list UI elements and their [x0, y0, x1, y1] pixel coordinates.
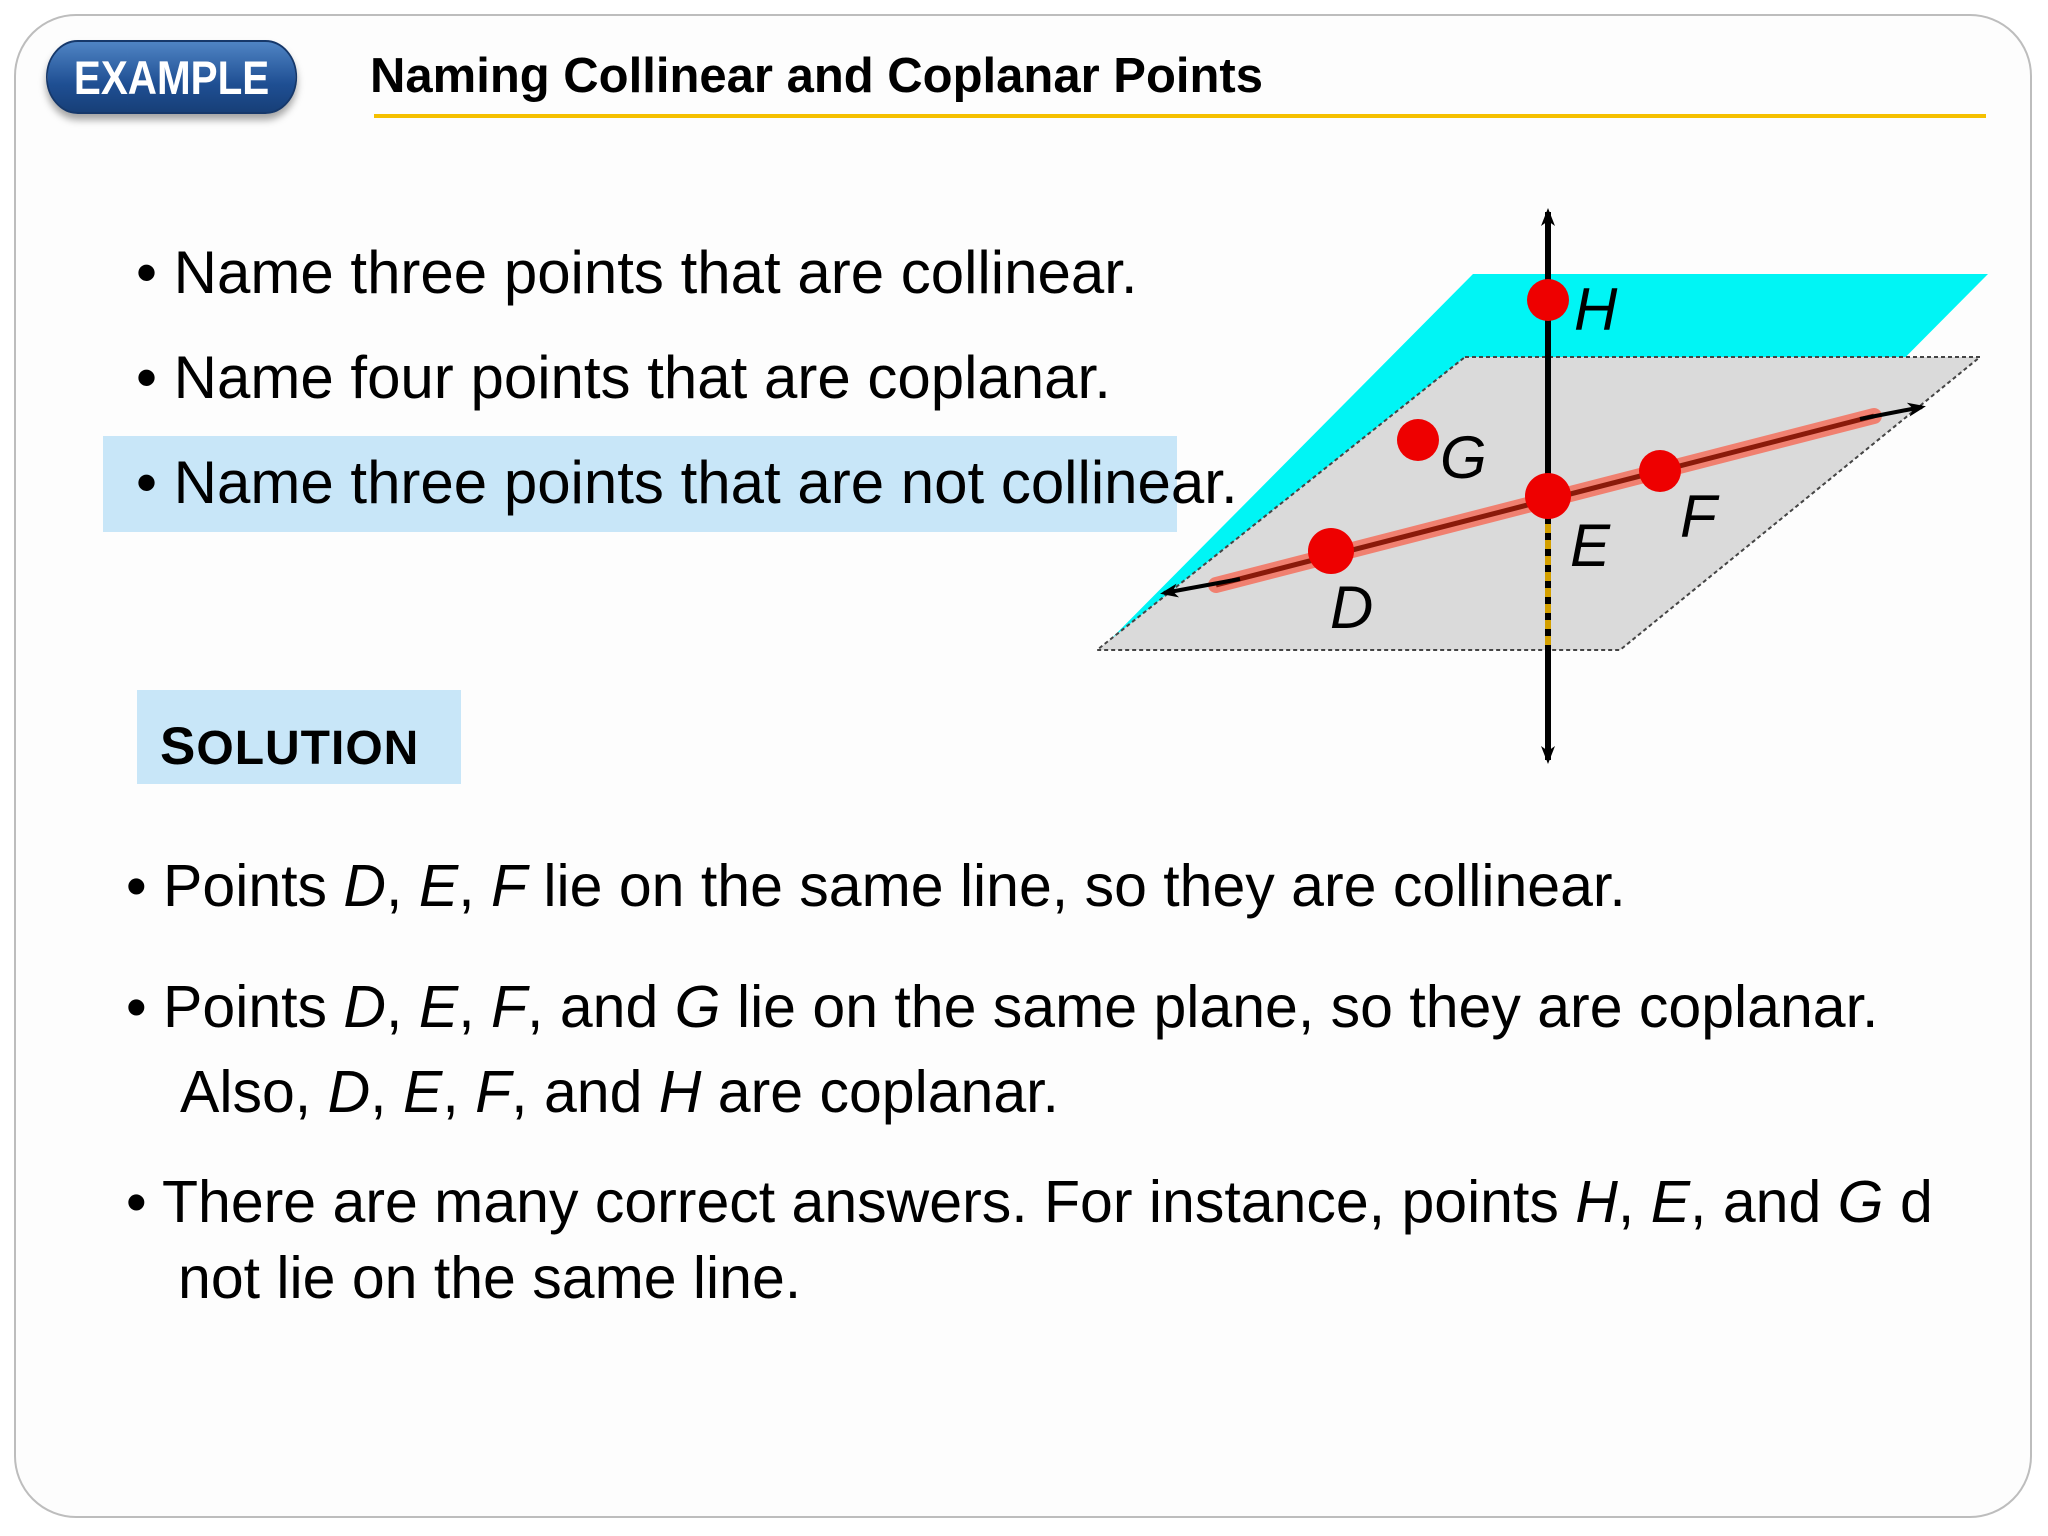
answer-1: • Points D, E, F lie on the same line, so they are collinear.: [126, 853, 1626, 919]
example-badge: EXAMPLE: [46, 40, 297, 114]
answer-3: • There are many correct answers. For instance, points H, E, and G d: [126, 1169, 1933, 1235]
label-d: D: [1330, 574, 1374, 641]
point-f: [1639, 450, 1681, 492]
point-h: [1527, 279, 1569, 321]
solution-heading: SOLUTION: [160, 717, 420, 776]
point-e: [1525, 473, 1571, 519]
question-2: • Name four points that are coplanar.: [136, 344, 1111, 411]
question-3: • Name three points that are not collinear.: [136, 449, 1238, 516]
slide-title: Naming Collinear and Coplanar Points: [370, 49, 1264, 103]
label-f: F: [1680, 483, 1717, 550]
answer-3-continued: not lie on the same line.: [178, 1245, 802, 1311]
label-g: G: [1440, 424, 1487, 491]
point-d: [1308, 528, 1354, 574]
answer-2: • Points D, E, F, and G lie on the same plane, so they are coplanar.: [126, 974, 1879, 1040]
question-1: • Name three points that are collinear.: [136, 239, 1138, 306]
label-h: H: [1574, 276, 1618, 343]
answer-2-continued: Also, D, E, F, and H are coplanar.: [180, 1059, 1059, 1125]
label-e: E: [1570, 512, 1611, 579]
point-g: [1397, 419, 1439, 461]
